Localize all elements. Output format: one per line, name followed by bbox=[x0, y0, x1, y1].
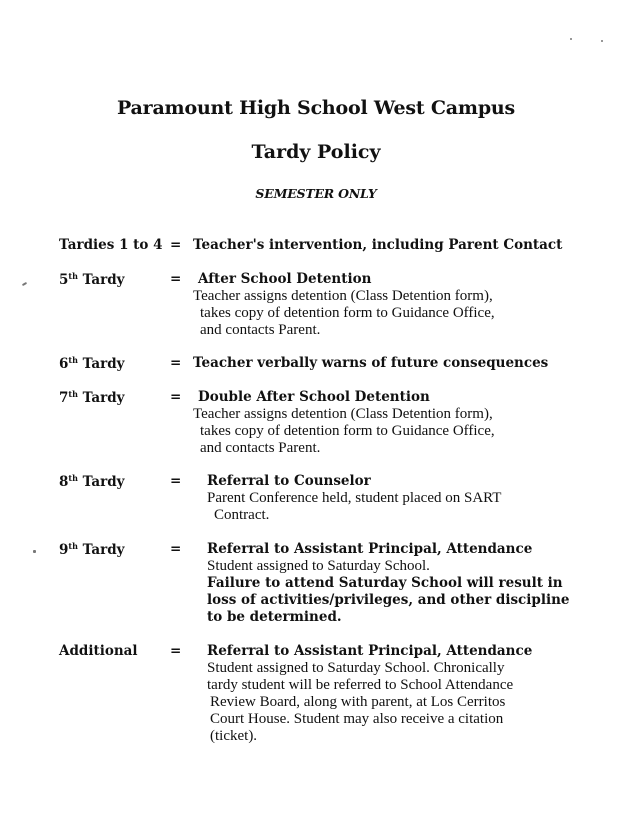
scan-speck bbox=[22, 282, 27, 286]
scan-speck bbox=[601, 40, 603, 42]
equals-sign: = bbox=[170, 473, 182, 489]
row-label: 5th Tardy bbox=[59, 271, 125, 288]
consequence-heading: Referral to Counselor bbox=[207, 473, 371, 489]
detail-line: Parent Conference held, student placed on SART bbox=[207, 490, 502, 506]
detail-line: Review Board, along with parent, at Los Cerritos bbox=[210, 694, 506, 710]
consequence-heading: After School Detention bbox=[198, 271, 372, 287]
warning-line: loss of activities/privileges, and other discipline bbox=[207, 592, 570, 608]
detail-line: takes copy of detention form to Guidance Office, bbox=[200, 305, 495, 321]
consequence-heading: Referral to Assistant Principal, Attendance bbox=[207, 541, 533, 557]
consequence-heading: Teacher verbally warns of future consequences bbox=[193, 355, 549, 371]
row-label: Additional bbox=[59, 643, 138, 659]
document-subtitle: Tardy Policy bbox=[251, 141, 381, 163]
scan-speck bbox=[33, 550, 36, 553]
row-description bbox=[193, 237, 562, 254]
detail-line: (ticket). bbox=[210, 728, 258, 744]
equals-sign: = bbox=[170, 541, 182, 557]
row-description bbox=[207, 541, 570, 626]
detail-line: and contacts Parent. bbox=[200, 440, 321, 456]
detail-line: Teacher assigns detention (Class Detention form), bbox=[193, 288, 493, 304]
detail-line: Student assigned to Saturday School. Chronically bbox=[207, 660, 505, 676]
row-label: 6th Tardy bbox=[59, 355, 125, 372]
detail-line: Court House. Student may also receive a citation bbox=[210, 711, 504, 727]
detail-line: takes copy of detention form to Guidance Office, bbox=[200, 423, 495, 439]
consequence-heading: Referral to Assistant Principal, Attendance bbox=[207, 643, 533, 659]
warning-line: to be determined. bbox=[207, 609, 342, 625]
equals-sign: = bbox=[170, 271, 182, 287]
detail-line: Teacher assigns detention (Class Detention form), bbox=[193, 406, 493, 422]
row-label: 8th Tardy bbox=[59, 473, 125, 490]
document-title: Paramount High School West Campus bbox=[116, 97, 516, 119]
consequence-heading: Teacher's intervention, including Parent Contact bbox=[193, 237, 563, 253]
semester-note: SEMESTER ONLY bbox=[255, 186, 377, 201]
equals-sign: = bbox=[170, 643, 182, 659]
row-description bbox=[193, 355, 548, 372]
detail-line: Contract. bbox=[214, 507, 270, 523]
row-label: 9th Tardy bbox=[59, 541, 125, 558]
detail-line: Student assigned to Saturday School. bbox=[207, 558, 430, 574]
scan-speck bbox=[570, 38, 572, 40]
row-label: 7th Tardy bbox=[59, 389, 125, 406]
row-description bbox=[193, 271, 495, 339]
detail-line: and contacts Parent. bbox=[200, 322, 321, 338]
consequence-heading: Double After School Detention bbox=[198, 389, 430, 405]
row-label: Tardies 1 to 4 bbox=[59, 237, 163, 253]
row-description bbox=[207, 643, 532, 745]
equals-sign: = bbox=[170, 237, 182, 253]
equals-sign: = bbox=[170, 355, 182, 371]
row-description bbox=[207, 473, 501, 524]
detail-line: tardy student will be referred to School Attendance bbox=[207, 677, 514, 693]
row-description bbox=[193, 389, 495, 457]
warning-line: Failure to attend Saturday School will result in bbox=[207, 575, 563, 591]
equals-sign: = bbox=[170, 389, 182, 405]
